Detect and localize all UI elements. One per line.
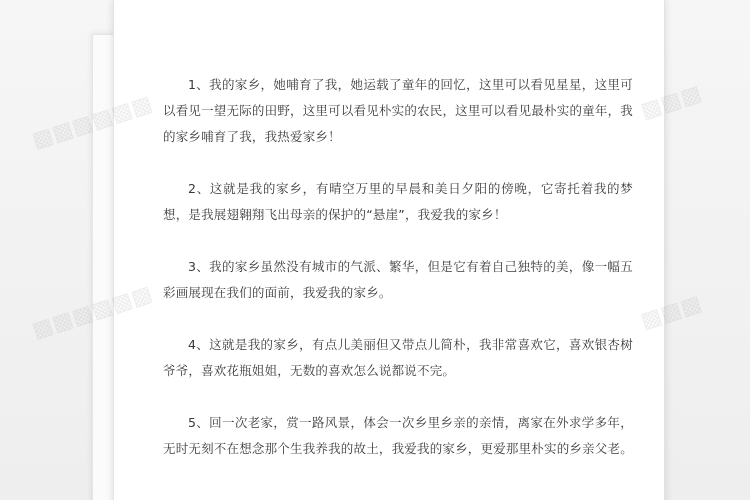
paragraph-2: 2、这就是我的家乡，有晴空万里的早晨和美日夕阳的傍晚，它寄托着我的梦想，是我展翅翱翔飞出母亲的保护的“悬崖”，我爱我的家乡！ (163, 181, 633, 222)
paragraph-3: 3、我的家乡虽然没有城市的气派、繁华，但是它有着自己独特的美，像一幅五彩画展现在我们的面前，我爱我的家乡。 (163, 259, 633, 300)
paragraph-4: 4、这就是我的家乡，有点儿美丽但又带点儿简朴，我非常喜欢它，喜欢银杏树爷爷，喜欢花瓶姐姐，无数的喜欢怎么说都说不完。 (163, 337, 633, 378)
watermark-logo: ▩▩▩ (637, 290, 705, 335)
paragraph-1: 1、我的家乡，她哺育了我，她运载了童年的回忆，这里可以看见星星，这里可以看见一望无际的田野，这里可以看见朴实的农民，这里可以看见最朴实的童年，我的家乡哺育了我，我热爱家乡！ (163, 77, 633, 144)
watermark-logo: ▩▩▩ (637, 80, 705, 125)
document-page (113, 0, 665, 500)
paragraph-5: 5、回一次老家，赏一路风景，体会一次乡里乡亲的亲情，离家在外求学多年，无时无刻不在想念那个生我养我的故土，我爱我的家乡，更爱那里朴实的乡亲父老。 (163, 415, 633, 456)
document-body (163, 72, 633, 488)
